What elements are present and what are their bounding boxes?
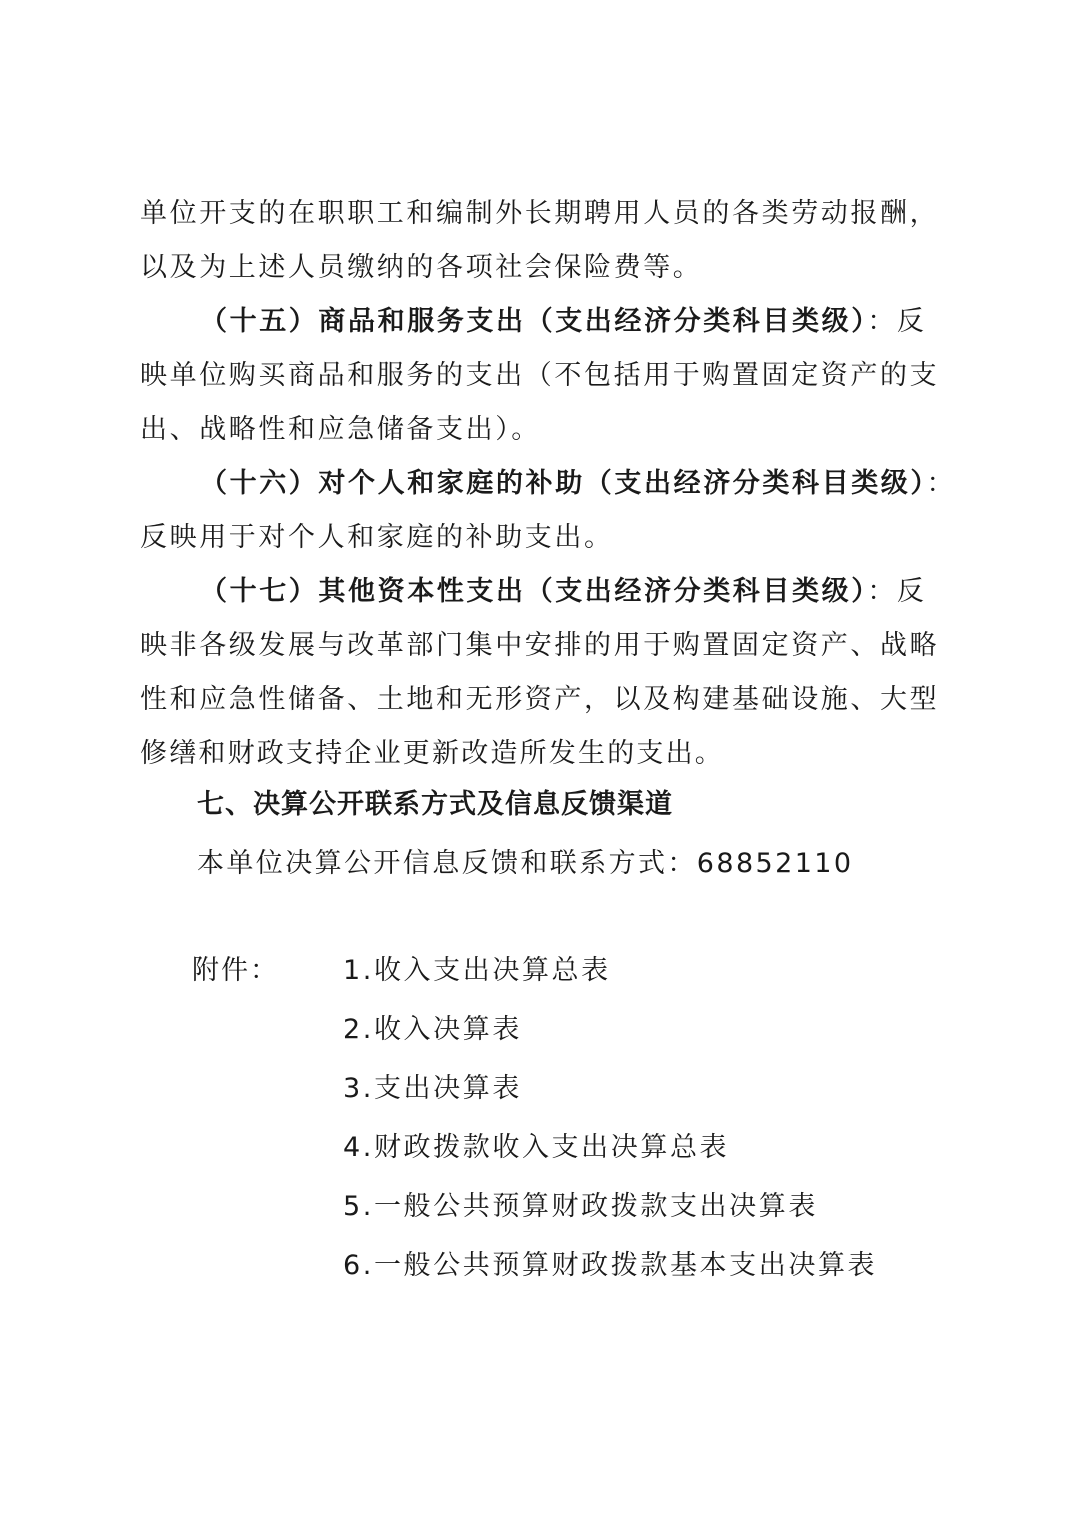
item-15-title: （十五）商品和服务支出（支出经济分类科目类级） (200, 306, 868, 337)
paragraph-line: 以及为上述人员缴纳的各项社会保险费等。 (140, 252, 703, 283)
item-16-first-line (200, 466, 956, 502)
item-17-title: （十七）其他资本性支出（支出经济分类科目类级） (200, 576, 868, 607)
paragraph-line: 出、战略性和应急储备支出）。 (140, 414, 541, 445)
paragraph-line: 单位开支的在职职工和编制外长期聘用人员的各类劳动报酬， (140, 198, 940, 229)
attachment-item: 5.一般公共预算财政拨款支出决算表 (343, 1191, 818, 1222)
attachment-item: 6.一般公共预算财政拨款基本支出决算表 (343, 1250, 878, 1281)
paragraph-line: 映单位购买商品和服务的支出（不包括用于购置固定资产的支 (140, 360, 940, 391)
paragraph-line: 映非各级发展与改革部门集中安排的用于购置固定资产、战略 (140, 630, 940, 661)
paragraph-line: 性和应急性储备、土地和无形资产，以及构建基础设施、大型 (140, 684, 940, 715)
item-17-first-line (200, 574, 927, 610)
attachments-label: 附件： (192, 955, 279, 986)
item-17-colon: ：反 (867, 576, 927, 607)
attachment-item: 4.财政拨款收入支出决算总表 (343, 1132, 730, 1163)
item-16-title: （十六）对个人和家庭的补助（支出经济分类科目类级） (200, 468, 927, 499)
attachment-item: 3.支出决算表 (343, 1073, 522, 1104)
attachment-item: 2.收入决算表 (343, 1014, 522, 1045)
paragraph-line: 修缮和财政支持企业更新改造所发生的支出。 (140, 738, 724, 769)
item-16-colon: ： (926, 468, 957, 499)
contact-line: 本单位决算公开信息反馈和联系方式：68852110 (197, 848, 854, 879)
item-15-first-line (200, 304, 927, 340)
attachment-item: 1.收入支出决算总表 (343, 955, 611, 986)
section-heading: 七、决算公开联系方式及信息反馈渠道 (197, 789, 673, 820)
paragraph-line: 反映用于对个人和家庭的补助支出。 (140, 522, 614, 553)
item-15-colon: ：反 (867, 306, 927, 337)
